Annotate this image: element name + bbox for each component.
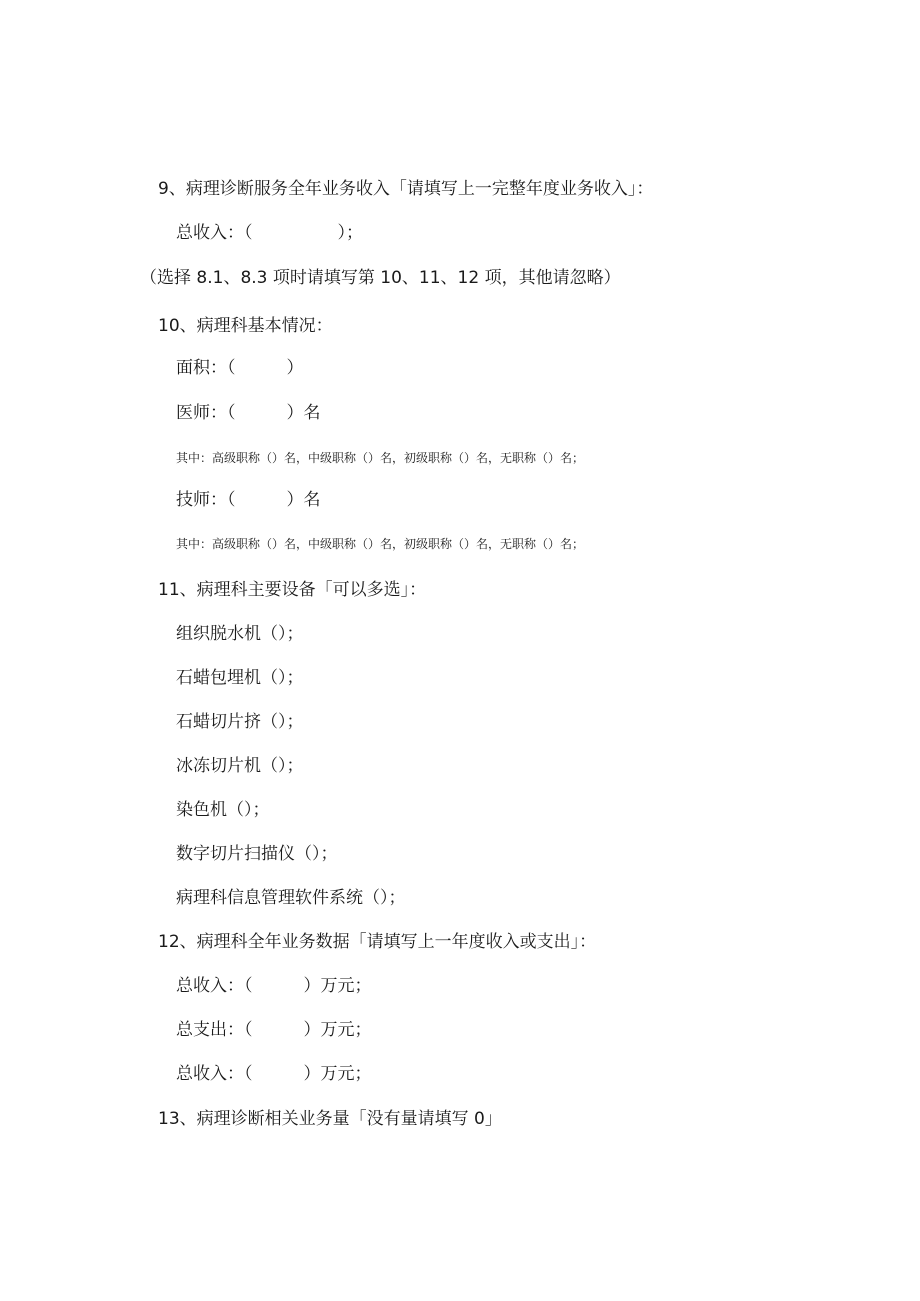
instruction-note: （选择 8.1、8.3 项时请填写第 10、11、12 项，其他请忽略） <box>140 268 621 288</box>
question-13-title: 13、病理诊断相关业务量「没有量请填写 0」 <box>158 1109 502 1129</box>
question-10-technicians-breakdown: 其中：高级职称（）名，中级职称（）名，初级职称（）名，无职称（）名； <box>176 537 585 551</box>
question-12-income: 总收入：（ ）万元； <box>176 976 372 996</box>
equipment-item: 染色机（）； <box>176 800 270 820</box>
equipment-item: 石蜡包埋机（）； <box>176 668 304 688</box>
equipment-item: 石蜡切片挤（）； <box>176 712 304 732</box>
question-10-technicians: 技师：（ ）名 <box>176 490 321 510</box>
question-12-title: 12、病理科全年业务数据「请填写上一年度收入或支出」： <box>158 932 597 952</box>
question-10-title: 10、病理科基本情况： <box>158 316 333 336</box>
question-12-income-repeat: 总收入：（ ）万元； <box>176 1064 372 1084</box>
question-10-doctors: 医师：（ ）名 <box>176 403 321 423</box>
question-11-title: 11、病理科主要设备「可以多选」： <box>158 580 427 600</box>
question-10-doctors-breakdown: 其中：高级职称（）名，中级职称（）名，初级职称（）名，无职称（）名； <box>176 451 585 465</box>
equipment-item: 数字切片扫描仪（）； <box>176 844 338 864</box>
equipment-item: 病理科信息管理软件系统（）； <box>176 888 406 908</box>
equipment-item: 组织脱水机（）； <box>176 624 304 644</box>
question-9-total-income: 总收入：（ ）； <box>176 223 363 243</box>
question-10-area: 面积：（ ） <box>176 358 304 378</box>
question-12-expense: 总支出：（ ）万元； <box>176 1020 372 1040</box>
question-9-title: 9、病理诊断服务全年业务收入「请填写上一完整年度业务收入」： <box>158 179 654 199</box>
equipment-item: 冰冻切片机（）； <box>176 756 304 776</box>
